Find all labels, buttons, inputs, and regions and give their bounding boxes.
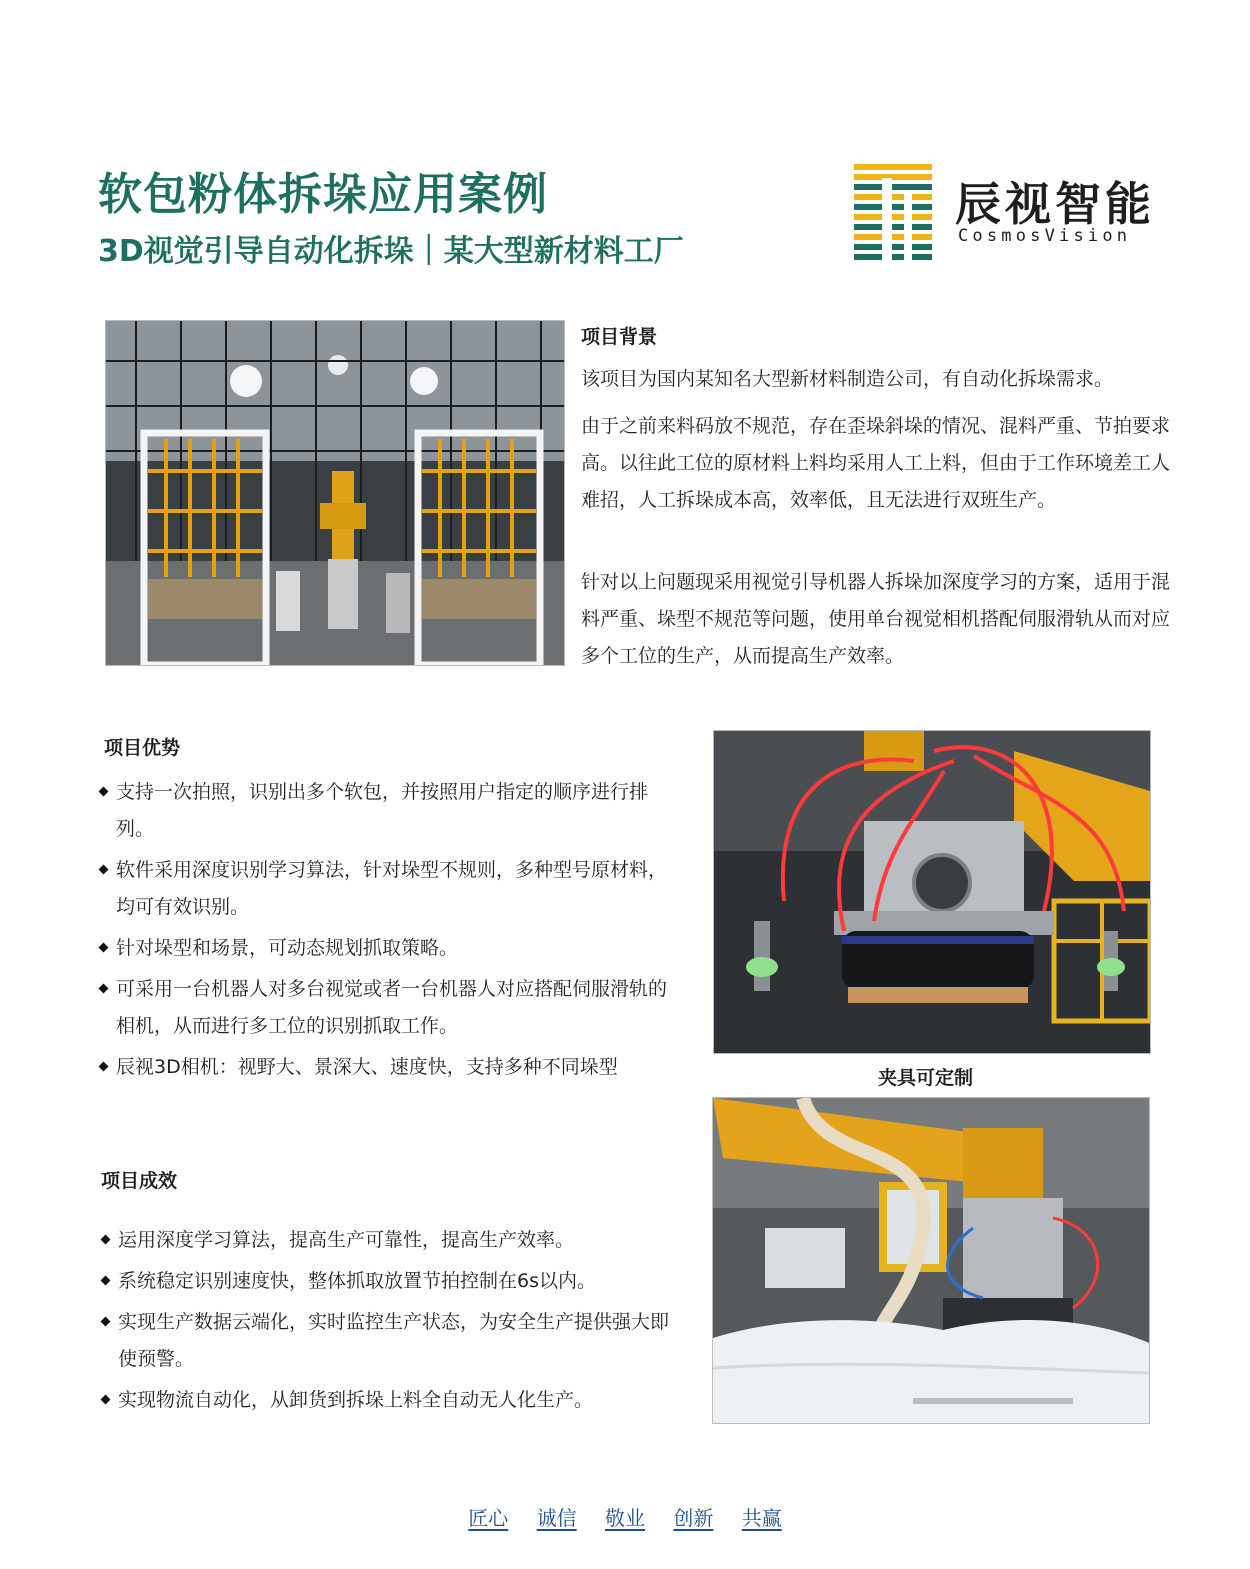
- advantages-list: [98, 774, 680, 1090]
- factory-photo: [105, 320, 565, 666]
- footer-value: 创新: [673, 1506, 714, 1530]
- logo-text-cn: 辰视智能: [955, 177, 1155, 231]
- footer-value: 共赢: [741, 1506, 782, 1530]
- gripper-caption: 夹具可定制: [878, 1067, 974, 1089]
- footer-value: 匠心: [468, 1506, 509, 1530]
- background-heading: 项目背景: [581, 326, 658, 348]
- results-list: [100, 1222, 680, 1423]
- list-item: 运用深度学习算法，提高生产可靠性，提高生产效率。: [100, 1222, 680, 1259]
- footer-value: 诚信: [536, 1506, 577, 1530]
- list-item: 支持一次拍照，识别出多个软包，并按照用户指定的顺序进行排列。: [98, 774, 680, 848]
- advantages-heading: 项目优势: [104, 737, 181, 759]
- background-paragraph-2: 由于之前来料码放不规范，存在歪垛斜垛的情况、混料严重、节拍要求高。以往此工位的原材料上料均采用人工上料，但由于工作环境差工人难招，人工拆垛成本高，效率低，且无法进行双班生产。: [581, 415, 1171, 511]
- background-paragraph-1: 该项目为国内某知名大型新材料制造公司，有自动化拆垛需求。: [581, 368, 1114, 390]
- logo-text-en: CosmosVision: [958, 226, 1132, 246]
- page-subtitle: 3D视觉引导自动化拆垛｜某大型新材料工厂: [98, 234, 684, 269]
- page-title: 软包粉体拆垛应用案例: [98, 169, 548, 220]
- list-item: 可采用一台机器人对多台视觉或者一台机器人对应搭配伺服滑轨的相机，从而进行多工位的识别抓取工作。: [98, 971, 680, 1045]
- list-item: 实现物流自动化，从卸货到拆垛上料全自动无人化生产。: [100, 1382, 680, 1419]
- gripper-photo-bottom: [712, 1097, 1150, 1424]
- background-paragraph-3: 针对以上问题现采用视觉引导机器人拆垛加深度学习的方案，适用于混料严重、垛型不规范等问题，使用单台视觉相机搭配伺服滑轨从而对应多个工位的生产，从而提高生产效率。: [581, 571, 1171, 667]
- gripper-photo-top: [713, 730, 1151, 1054]
- list-item: 针对垛型和场景，可动态规划抓取策略。: [98, 930, 680, 967]
- results-heading: 项目成效: [101, 1170, 178, 1192]
- list-item: 实现生产数据云端化，实时监控生产状态，为安全生产提供强大即使预警。: [100, 1304, 680, 1378]
- footer-value: 敬业: [605, 1506, 645, 1530]
- list-item: 系统稳定识别速度快，整体抓取放置节拍控制在6s以内。: [100, 1263, 680, 1300]
- footer-values: [0, 1502, 1250, 1531]
- list-item: 辰视3D相机：视野大、景深大、速度快，支持多种不同垛型: [98, 1049, 680, 1086]
- list-item: 软件采用深度识别学习算法，针对垛型不规则，多种型号原材料，均可有效识别。: [98, 852, 680, 926]
